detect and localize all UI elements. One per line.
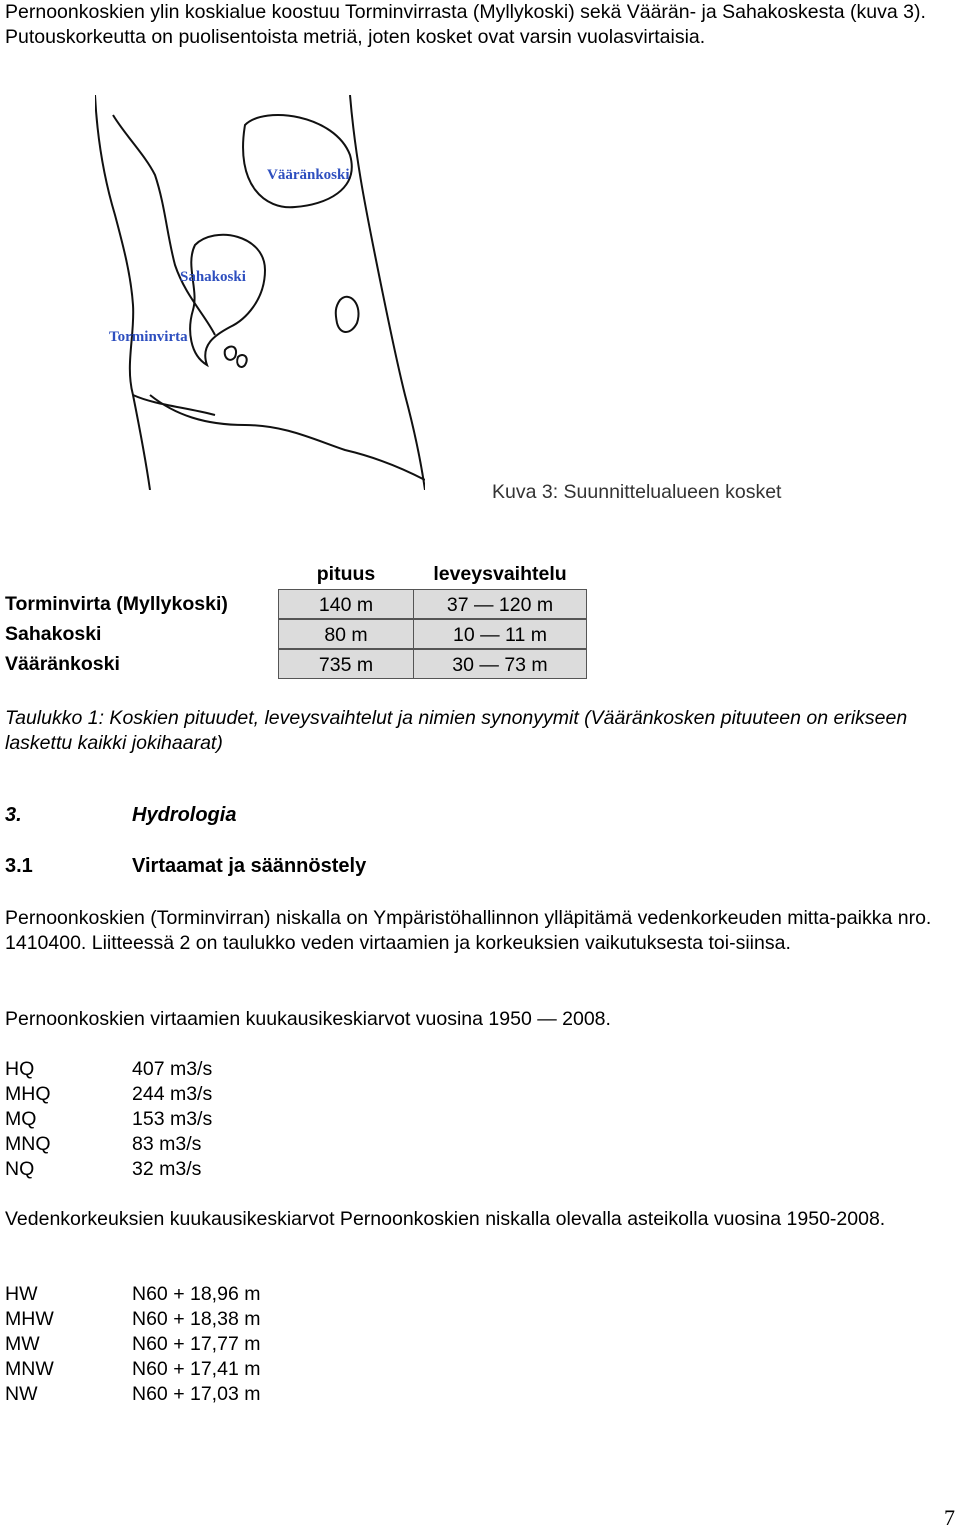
row-label: Sahakoski bbox=[5, 623, 102, 645]
table-caption: Taulukko 1: Koskien pituudet, leveysvaihtelut ja nimien synonyymit (Vääränkosken pituuteen on erikseen laskettu kaikki jokihaarat) bbox=[5, 707, 908, 754]
map-small-island bbox=[225, 346, 236, 359]
list-item: HW N60 + 18,96 m bbox=[5, 1283, 261, 1305]
map-island-middle bbox=[190, 235, 265, 365]
map-small-island bbox=[237, 355, 247, 367]
flows-list bbox=[5, 1057, 212, 1182]
cell-length: 140 m bbox=[278, 589, 414, 619]
map-lower-shore bbox=[150, 395, 425, 480]
intro-paragraph: Pernoonkoskien ylin koskialue koostuu Torminvirrasta (Myllykoski) sekä Väärän- ja Sahakoskesta (kuva 3). Putouskorkeutta on puolisentoista metriä, joten kosket ovat varsin vuolasvirtaisia. bbox=[5, 1, 926, 48]
row-label: Vääränkoski bbox=[5, 653, 120, 675]
cell-width: 30 — 73 m bbox=[413, 649, 587, 679]
subsection-title: Virtaamat ja säännöstely bbox=[132, 855, 367, 877]
list-item: MHW N60 + 18,38 m bbox=[5, 1308, 261, 1330]
flows-title: Pernoonkoskien virtaamien kuukausikeskiarvot vuosina 1950 — 2008. bbox=[5, 1008, 611, 1030]
list-item: HQ 407 m3/s bbox=[5, 1058, 213, 1080]
map-right-shore bbox=[350, 95, 425, 490]
list-item: NW N60 + 17,03 m bbox=[5, 1383, 261, 1405]
map-small-island bbox=[336, 297, 359, 332]
page-number: 7 bbox=[944, 1505, 955, 1530]
section-number: 3. bbox=[5, 804, 22, 826]
cell-width: 37 — 120 m bbox=[413, 589, 587, 619]
map-island-top bbox=[243, 115, 352, 207]
list-item: NQ 32 m3/s bbox=[5, 1158, 202, 1180]
cell-length: 735 m bbox=[278, 649, 414, 679]
map-label-vaarankoski: Vääränkoski bbox=[267, 167, 350, 183]
rapids-map bbox=[95, 95, 425, 490]
row-label: Torminvirta (Myllykoski) bbox=[5, 593, 228, 615]
list-item: MNW N60 + 17,41 m bbox=[5, 1358, 261, 1380]
cell-length: 80 m bbox=[278, 619, 414, 649]
list-item: MQ 153 m3/s bbox=[5, 1108, 213, 1130]
list-item: MW N60 + 17,77 m bbox=[5, 1333, 261, 1355]
measurement-paragraph: Pernoonkoskien (Torminvirran) niskalla on Ympäristöhallinnon ylläpitämä vedenkorkeuden mitta-paikka nro. 1410400. Liitteessä 2 on taulukko veden virtaamien ja korkeuksien vaikutuksesta toi-siinsa. bbox=[5, 907, 932, 954]
map-channel bbox=[113, 115, 215, 335]
map-caption: Kuva 3: Suunnittelualueen kosket bbox=[492, 481, 782, 503]
section-title: Hydrologia bbox=[132, 804, 237, 826]
header-width: leveysvaihtelu bbox=[433, 563, 567, 585]
map-lower-channel bbox=[133, 395, 215, 415]
list-item: MNQ 83 m3/s bbox=[5, 1133, 202, 1155]
subsection-number: 3.1 bbox=[5, 855, 33, 877]
header-length: pituus bbox=[316, 563, 376, 585]
section-heading-hydrologia bbox=[5, 804, 236, 827]
levels-list bbox=[5, 1282, 260, 1407]
levels-title: Vedenkorkeuksien kuukausikeskiarvot Pernoonkoskien niskalla olevalla asteikolla vuosina 1950-2008. bbox=[5, 1208, 886, 1230]
map-label-torminvirta: Torminvirta bbox=[109, 329, 188, 345]
cell-width: 10 — 11 m bbox=[413, 619, 587, 649]
list-item: MHQ 244 m3/s bbox=[5, 1083, 213, 1105]
map-label-sahakoski: Sahakoski bbox=[180, 269, 246, 285]
subsection-heading bbox=[5, 855, 366, 878]
